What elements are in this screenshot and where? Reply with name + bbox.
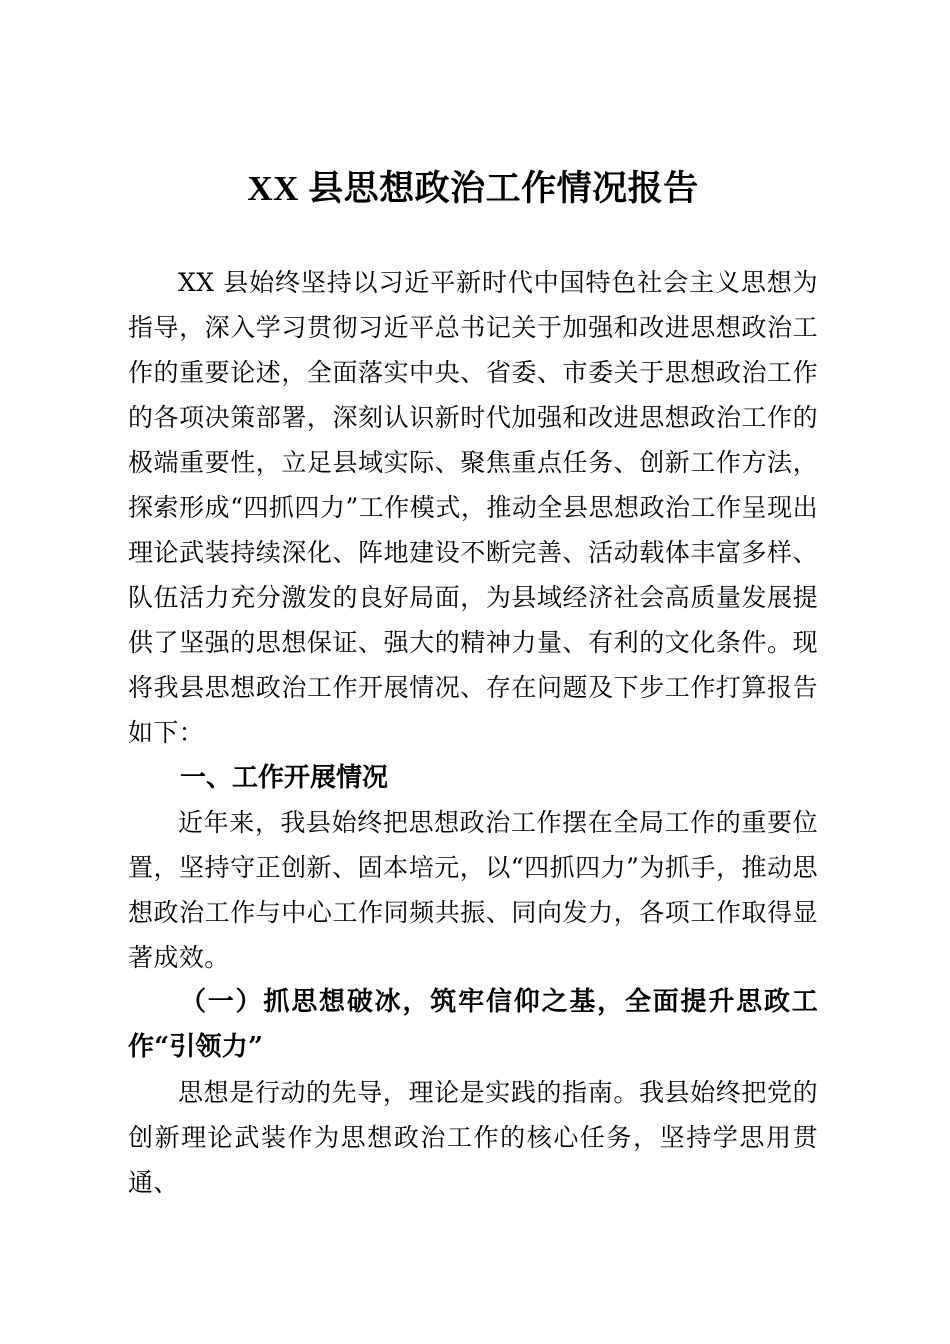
section-overview-paragraph: 近年来，我县始终把思想政治工作摆在全局工作的重要位置，坚持守正创新、固本培元，以“四抓四力”为抓手，推动思想政治工作与中心工作同频共振、同向发力，各项工作取得显著成效。 xyxy=(128,808,818,972)
intro-paragraph: XX 县始终坚持以习近平新时代中国特色社会主义思想为指导，深入学习贯彻习近平总书记关于加强和改进思想政治工作的重要论述，全面落实中央、省委、市委关于思想政治工作的各项决策部署，深刻认识新时代加强和改进思想政治工作的极端重要性，立足县域实际、聚焦重点任务、创新工作方法，探索形成“四抓四力”工作模式，推动全县思想政治工作呈现出理论武装持续深化、阵地建设不断完善、活动载体丰富多样、队伍活力充分激发的良好局面，为县域经济社会高质量发展提供了坚强的思想保证、强大的精神力量、有利的文化条件。现将我县思想政治工作开展情况、存在问题及下步工作打算报告如下： xyxy=(128,268,818,747)
section-heading-work-progress: 一、工作开展情况 xyxy=(180,762,389,792)
document-title: XX 县思想政治工作情况报告 xyxy=(247,169,699,208)
subsection-heading-ideology: （一）抓思想破冰，筑牢信仰之基，全面提升思政工作“引领力” xyxy=(128,987,818,1062)
subsection-body-paragraph: 思想是行动的先导，理论是实践的指南。我县始终把党的创新理论武装作为思想政治工作的核心任务，坚持学思用贯通、 xyxy=(128,1078,818,1197)
